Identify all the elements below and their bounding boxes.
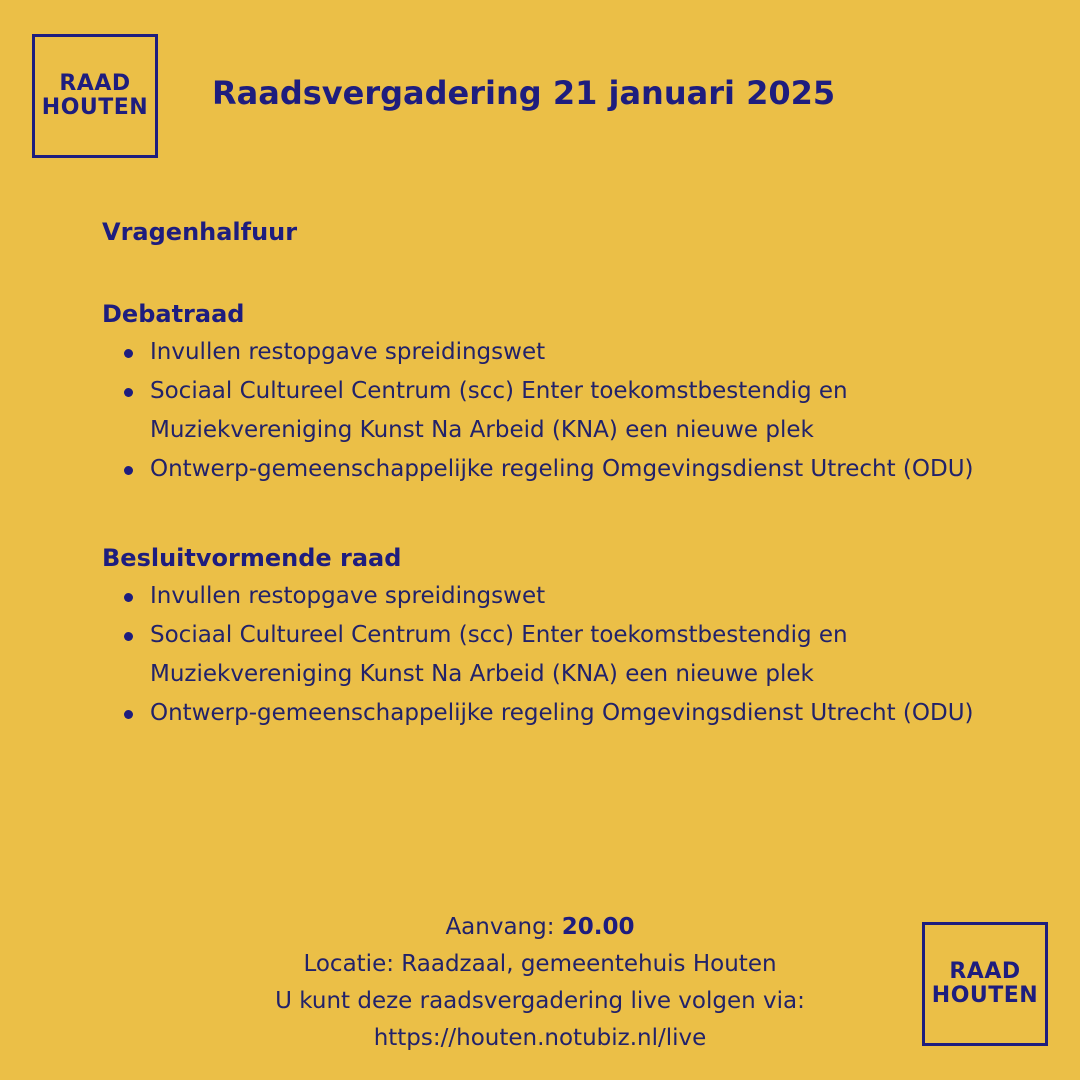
list-item: Ontwerp-gemeenschappelijke regeling Omgevingsdienst Utrecht (ODU)	[102, 450, 1002, 489]
section-heading-vragenhalfuur: Vragenhalfuur	[102, 218, 298, 246]
location-line: Locatie: Raadzaal, gemeentehuis Houten	[303, 951, 777, 977]
start-label: Aanvang:	[445, 914, 562, 940]
section-spacer	[102, 251, 1002, 295]
section-heading-debatraad: Debatraad	[102, 300, 245, 328]
live-url: https://houten.notubiz.nl/live	[373, 1025, 707, 1051]
list-item: Ontwerp-gemeenschappelijke regeling Omgevingsdienst Utrecht (ODU)	[102, 694, 1002, 733]
agenda-content	[102, 213, 1002, 733]
live-info-line: U kunt deze raadsvergadering live volgen via:	[275, 988, 805, 1014]
list-item: Invullen restopgave spreidingswet	[102, 333, 1002, 372]
page-title: Raadsvergadering 21 januari 2025	[212, 74, 836, 112]
logo-line-houten: HOUTEN	[41, 95, 149, 120]
list-item: Invullen restopgave spreidingswet	[102, 577, 1002, 616]
start-time: 20.00	[561, 914, 635, 940]
debatraad-list	[102, 333, 1002, 489]
logo-line-raad: RAAD	[949, 958, 1021, 984]
meeting-info-footer	[190, 909, 890, 1057]
raad-houten-logo-top	[32, 34, 158, 158]
logo-line-houten: HOUTEN	[931, 983, 1039, 1008]
section-spacer	[102, 489, 1002, 539]
list-item: Sociaal Cultureel Centrum (scc) Enter toekomstbestendig en Muziekvereniging Kunst Na Arbeid (KNA) een nieuwe plek	[102, 372, 1002, 450]
section-heading-besluitvormende-raad: Besluitvormende raad	[102, 544, 402, 572]
raad-houten-logo-bottom	[922, 922, 1048, 1046]
besluitvormende-raad-list	[102, 577, 1002, 733]
list-item: Sociaal Cultureel Centrum (scc) Enter toekomstbestendig en Muziekvereniging Kunst Na Arbeid (KNA) een nieuwe plek	[102, 616, 1002, 694]
start-time-line	[190, 909, 890, 946]
logo-line-raad: RAAD	[59, 70, 131, 96]
